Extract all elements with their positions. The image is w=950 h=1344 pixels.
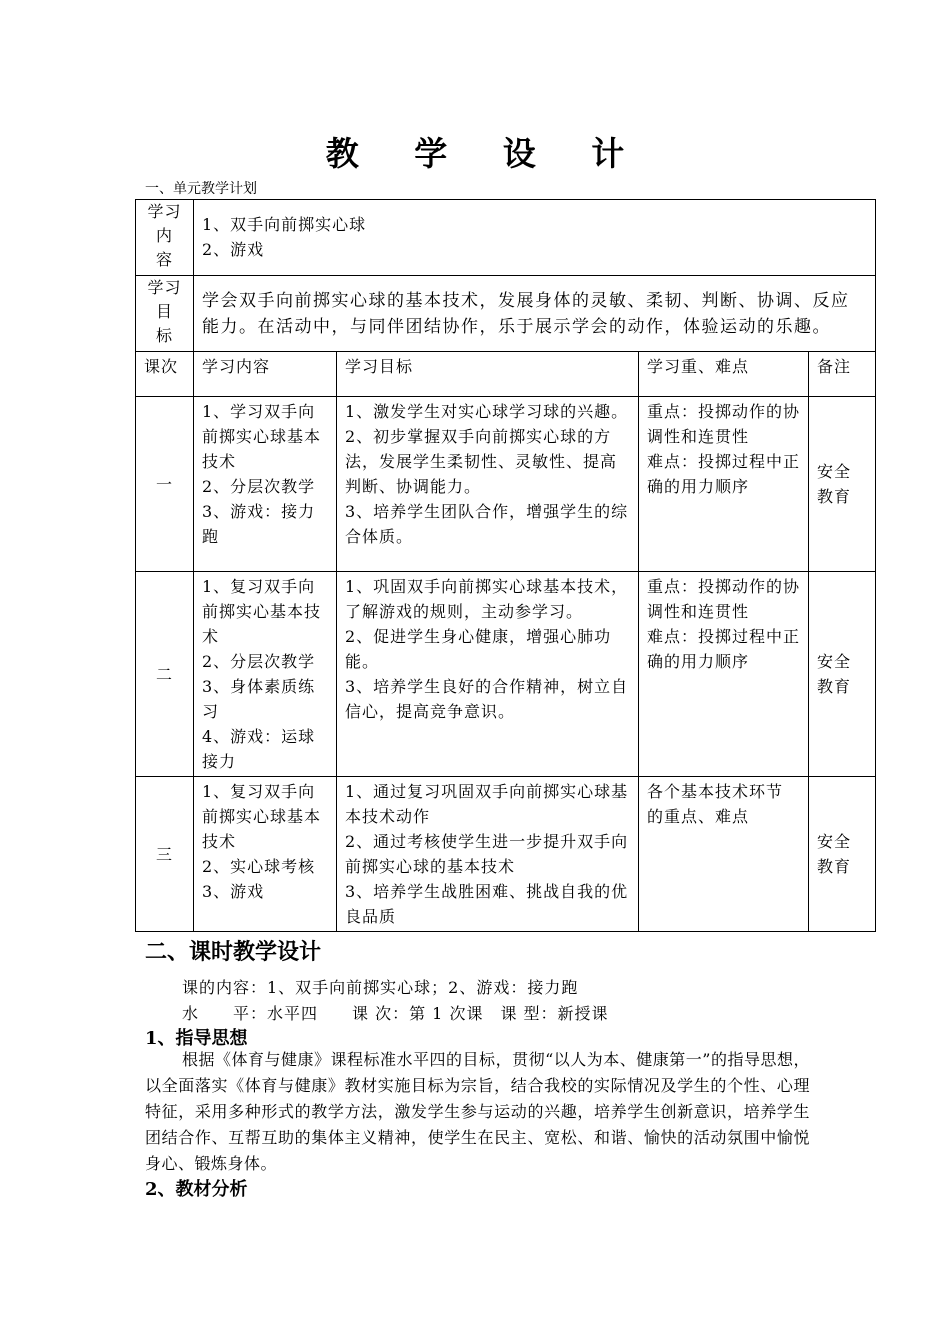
table-row (136, 397, 876, 572)
goal-text: 学会双手向前掷实心球的基本技术，发展身体的灵敏、柔韧、判断、协调、反应能力。在活动中，与同伴团结协作，乐于展示学会的动作，体验运动的乐趣。 (194, 276, 876, 352)
content-text: 1、双手向前掷实心球 2、游戏 (194, 200, 876, 276)
content-label-line: 内 (155, 226, 173, 245)
lesson-key-points: 重点：投掷动作的协 调性和连贯性 难点：投掷过程中正 确的用力顺序 (639, 572, 809, 777)
lesson-key-points: 重点：投掷动作的协 调性和连贯性 难点：投掷过程中正 确的用力顺序 (639, 397, 809, 572)
col-header-lesson: 课次 (136, 352, 194, 397)
goal-row (136, 276, 876, 352)
lesson-note: 安全 教育 (809, 572, 876, 777)
guiding-thought-text: 根据《体育与健康》课程标准水平四的目标，贯彻“以人为本、健康第一”的指导思想，以全面落实《体育与健康》教材实施目标为宗旨，结合我校的实际情况及学生的个性、心理特征，采用多种形式的教学方法，激发学生参与运动的兴趣，培养学生创新意识，培养学生团结合作、互帮互助的集体主义精神，使学生在民主、宽松、和谐、愉快的活动氛围中愉悦身心、锻炼身体。 (145, 1050, 810, 1173)
page-title: 教 学 设 计 (325, 134, 647, 173)
content-label (136, 200, 194, 276)
lesson-number: 二 (136, 572, 194, 777)
col-header-key: 学习重、难点 (639, 352, 809, 397)
content-label-line: 学习 (147, 202, 182, 221)
content-row (136, 200, 876, 276)
goal-label-line: 目 (155, 302, 173, 321)
goal-label-line: 标 (155, 326, 173, 345)
goal-label-line: 学习 (147, 278, 182, 297)
material-analysis-heading: 2、教材分析 (145, 1179, 248, 1200)
lesson-number: 一 (136, 397, 194, 572)
table-row (136, 777, 876, 932)
unit-plan-table (135, 199, 876, 932)
lesson-goal: 1、通过复习巩固双手向前掷实心球基本技术动作 2、通过考核使学生进一步提升双手向前掷实心球的基本技术 3、培养学生战胜困难、挑战自我的优良品质 (337, 777, 639, 932)
col-header-content: 学习内容 (194, 352, 337, 397)
col-header-goal: 学习目标 (337, 352, 639, 397)
lesson-note: 安全 教育 (809, 397, 876, 572)
lesson-content-line: 课的内容：1、双手向前掷实心球；2、游戏：接力跑 (182, 978, 579, 997)
goal-label (136, 276, 194, 352)
lesson-content: 1、复习双手向前掷实心球基本技术 2、实心球考核 3、游戏 (194, 777, 337, 932)
col-header-note: 备注 (809, 352, 876, 397)
lesson-note: 安全 教育 (809, 777, 876, 932)
lesson-key-points: 各个基本技术环节 的重点、难点 (639, 777, 809, 932)
lesson-content: 1、学习双手向前掷实心球基本技术 2、分层次教学 3、游戏：接力跑 (194, 397, 337, 572)
unit-plan-heading: 一、单元教学计划 (145, 181, 257, 197)
table-header-row (136, 352, 876, 397)
lesson-goal: 1、激发学生对实心球学习球的兴趣。 2、初步掌握双手向前掷实心球的方法，发展学生柔韧性、灵敏性、提高判断、协调能力。 3、培养学生团队合作，增强学生的综合体质。 (337, 397, 639, 572)
content-label-line: 容 (155, 250, 173, 269)
lesson-level-line: 水 平：水平四 课 次：第 1 次课 课 型：新授课 (182, 1004, 609, 1023)
table-row (136, 572, 876, 777)
lesson-design-heading: 二、课时教学设计 (145, 939, 322, 965)
lesson-goal: 1、巩固双手向前掷实心球基本技术，了解游戏的规则，主动参学习。 2、促进学生身心健康，增强心肺功能。 3、培养学生良好的合作精神，树立自信心，提高竞争意识。 (337, 572, 639, 777)
guiding-thought-heading: 1、指导思想 (145, 1028, 248, 1049)
lesson-content: 1、复习双手向前掷实心基本技术 2、分层次教学 3、身体素质练习 4、游戏：运球接力 (194, 572, 337, 777)
lesson-number: 三 (136, 777, 194, 932)
